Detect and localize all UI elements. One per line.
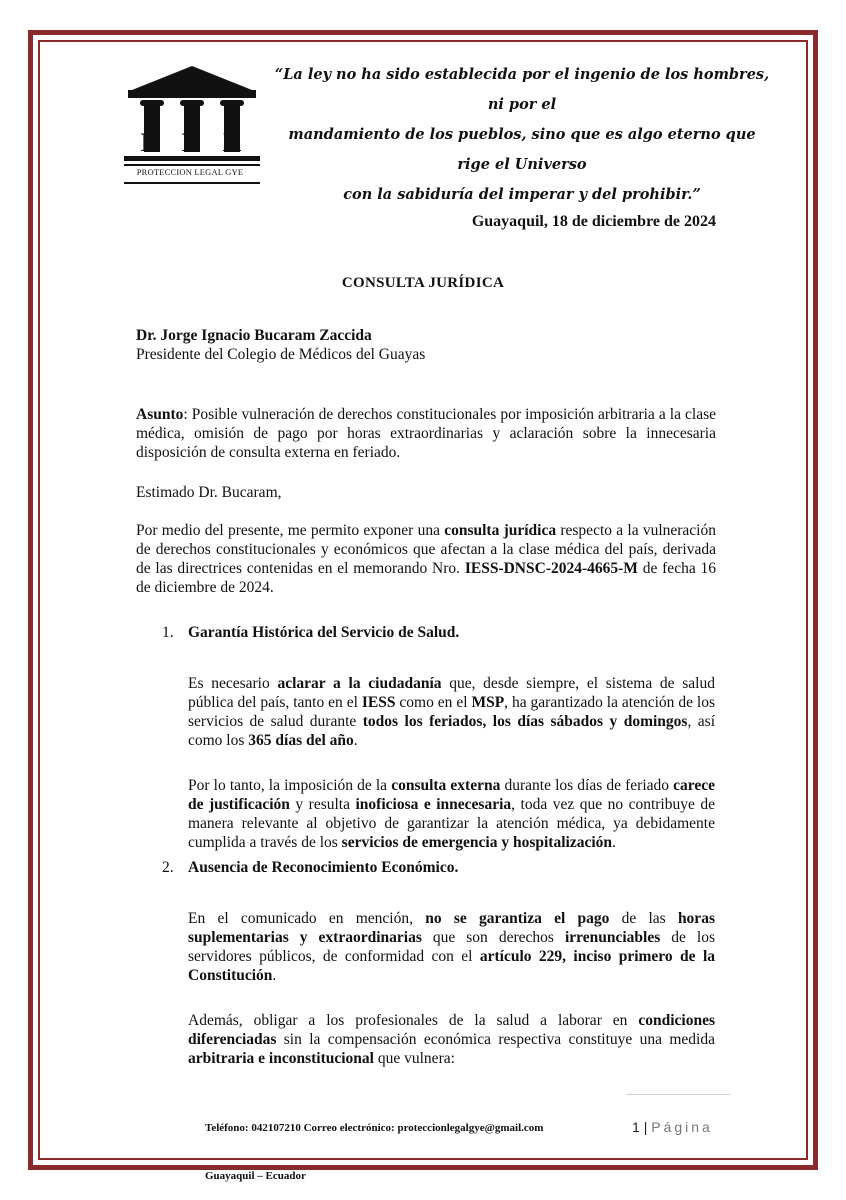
recipient-block bbox=[136, 326, 716, 364]
asunto-text: : Posible vulneración de derechos constitucionales por imposición arbitraria a la clase médica, omisión de pago por horas extraordinarias y aclaración sobre la innecesaria disposición de consulta externa en feriado. bbox=[136, 406, 716, 461]
quote-line: con la sabiduría del imperar y del prohibir.” bbox=[343, 186, 701, 203]
asunto-paragraph bbox=[136, 405, 716, 462]
section-title: Ausencia de Reconocimiento Económico. bbox=[188, 859, 459, 876]
page-number-separator: | bbox=[643, 1119, 648, 1135]
section-paragraph: Además, obligar a los profesionales de la salud a laborar en condiciones diferenciadas sin la compensación económica respectiva constituye una medida arbitraria e inconstitucional que vulnera: bbox=[188, 1011, 715, 1067]
quote-line: mandamiento de los pueblos, sino que es algo eterno que rige el Universo bbox=[288, 126, 756, 173]
logo-subtitle: PROTECCION LEGAL GYE bbox=[136, 167, 244, 177]
document-title: CONSULTA JURÍDICA bbox=[341, 275, 505, 291]
section-heading bbox=[162, 859, 458, 877]
intro-paragraph: Por medio del presente, me permito exponer una consulta jurídica respecto a la vulneración de derechos constitucionales y económicos que afectan a la clase médica del país, derivada de las directrices contenidas en el memorando Nro. IESS-DNSC-2024-4665-M de fecha 16 de diciembre de 2024. bbox=[136, 522, 716, 596]
section-paragraph: Es necesario aclarar a la ciudadanía que, desde siempre, el sistema de salud pública del país, tanto en el IESS como en el MSP, ha garantizado la atención de los servicios de salud durante todos los feriados, los días sábados y domingos, así como los 365 días del año. bbox=[188, 674, 716, 749]
salutation: Estimado Dr. Bucaram, bbox=[136, 484, 282, 501]
section-heading bbox=[162, 624, 459, 642]
document-date: Guayaquil, 18 de diciembre de 2024 bbox=[471, 213, 716, 230]
logo-letters bbox=[130, 128, 254, 158]
asunto-label: Asunto bbox=[136, 406, 184, 423]
page-number-rule bbox=[626, 1094, 730, 1095]
section-paragraph: Por lo tanto, la imposición de la consulta externa durante los días de feriado carece de justificación y resulta inoficiosa e innecesaria, toda vez que no contribuye de manera relevante al objetivo de garantizar la atención médica, ya debidamente cumplida a través de los servicios de emergencia y hospitalización. bbox=[188, 776, 715, 851]
section-title: Garantía Histórica del Servicio de Salud. bbox=[188, 624, 460, 641]
logo-letter-l: L bbox=[140, 128, 161, 157]
footer-city: Guayaquil – Ecuador bbox=[205, 1170, 306, 1182]
logo-letter-x: X bbox=[222, 128, 244, 157]
logo-letter-e: E bbox=[181, 128, 201, 157]
quote-line: “La ley no ha sido establecida por el ingenio de los hombres, ni por el bbox=[274, 66, 770, 113]
page-word: Página bbox=[651, 1119, 713, 1135]
section-number: 2. bbox=[162, 859, 174, 876]
recipient-position: Presidente del Colegio de Médicos del Guayas bbox=[136, 346, 426, 363]
footer-contact: Teléfono: 042107210 Correo electrónico: proteccionlegalgye@gmail.com bbox=[205, 1122, 544, 1134]
section-paragraph: En el comunicado en mención, no se garantiza el pago de las horas suplementarias y extraordinarias que son derechos irrenunciables de los servidores públicos, de conformidad con el artículo 229, inciso primero de la Constitución. bbox=[188, 909, 716, 984]
section-number: 1. bbox=[162, 624, 174, 641]
page-number-value: 1 bbox=[632, 1119, 640, 1135]
page-number bbox=[632, 1119, 713, 1135]
recipient-name: Dr. Jorge Ignacio Bucaram Zaccida bbox=[136, 327, 372, 344]
header-quote bbox=[272, 60, 772, 210]
